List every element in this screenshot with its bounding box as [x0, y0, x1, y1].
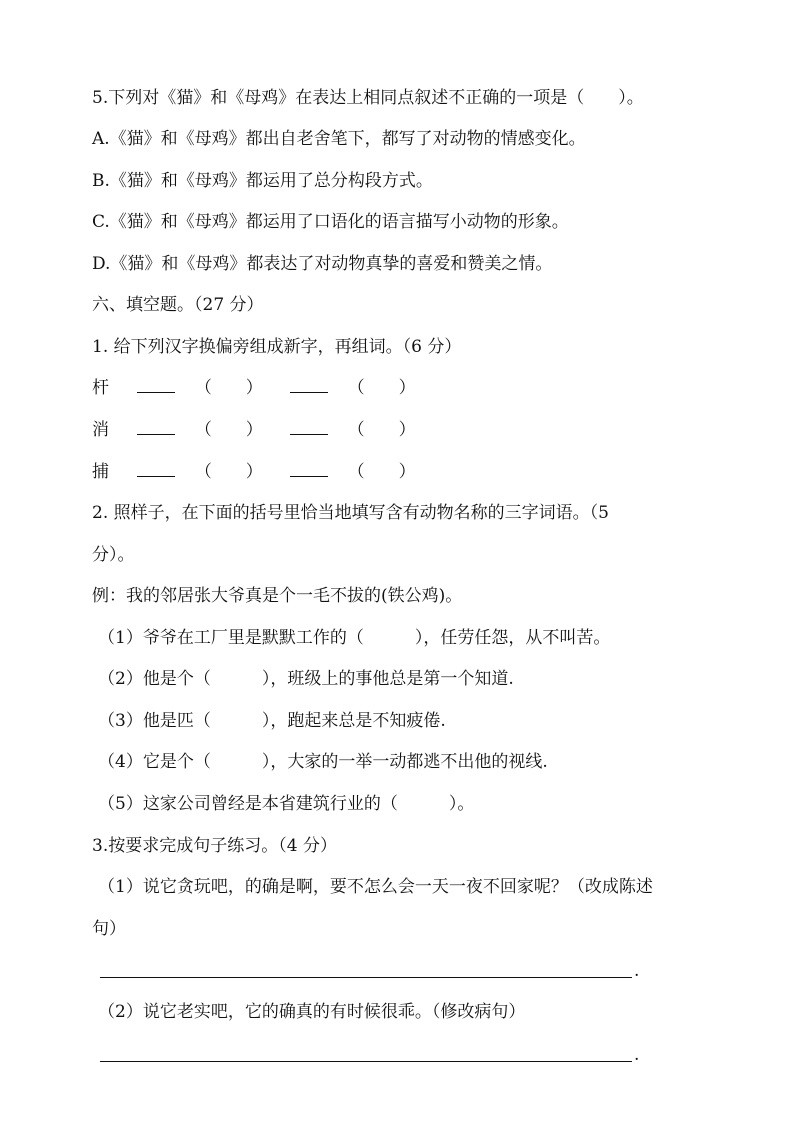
target-char: 消	[92, 420, 109, 440]
word-paren[interactable]: （ ）	[194, 420, 263, 440]
q5-option-a: A.《猫》和《母鸡》都出自老舍笔下，都写了对动物的情感变化。	[92, 129, 586, 149]
answer-line-2[interactable]	[100, 1061, 632, 1062]
q6-1-stem: 1. 给下列汉字换偏旁组成新字，再组词。（6 分）	[92, 337, 462, 357]
answer-end-mark: .	[634, 961, 640, 981]
word-paren[interactable]: （ ）	[194, 378, 263, 398]
q6-3-item1: （1）说它贪玩吧，的确是啊，要不怎么会一天一夜不回家呢？（改成陈述	[98, 877, 653, 897]
q6-1-row	[92, 419, 438, 441]
word-paren[interactable]: （ ）	[347, 462, 416, 482]
new-char-blank[interactable]	[137, 420, 175, 435]
q6-3-stem: 3.按要求完成句子练习。（4 分）	[92, 836, 337, 856]
q5-option-c: C.《猫》和《母鸡》都运用了口语化的语言描写小动物的形象。	[92, 212, 569, 232]
q5-option-d: D.《猫》和《母鸡》都表达了对动物真挚的喜爱和赞美之情。	[92, 254, 553, 274]
q6-2-item: （3）他是匹（ ），跑起来总是不知疲倦.	[98, 711, 446, 731]
q6-3-item2: （2）说它老实吧，它的确真的有时候很乖。（修改病句）	[98, 1002, 526, 1022]
q6-2-example: 例：我的邻居张大爷真是个一毛不拔的(铁公鸡)。	[92, 586, 463, 606]
q6-2-stem-cont: 分）。	[92, 545, 135, 565]
new-char-blank[interactable]	[290, 462, 328, 477]
q6-1-row	[92, 461, 438, 483]
answer-end-mark: .	[634, 1045, 640, 1065]
q6-1-row	[92, 377, 438, 399]
q6-2-stem: 2. 照样子，在下面的括号里恰当地填写含有动物名称的三字词语。（5	[92, 503, 609, 523]
new-char-blank[interactable]	[137, 378, 175, 393]
q6-2-item: （1）爷爷在工厂里是默默工作的（ ），任劳任怨，从不叫苦。	[98, 628, 611, 648]
q5-stem: 5.下列对《猫》和《母鸡》在表达上相同点叙述不正确的一项是（ ）。	[92, 88, 644, 108]
q5-option-b: B.《猫》和《母鸡》都运用了总分构段方式。	[92, 171, 433, 191]
word-paren[interactable]: （ ）	[194, 462, 263, 482]
word-paren[interactable]: （ ）	[347, 378, 416, 398]
new-char-blank[interactable]	[290, 378, 328, 393]
new-char-blank[interactable]	[137, 462, 175, 477]
target-char: 捕	[92, 462, 109, 482]
word-paren[interactable]: （ ）	[347, 420, 416, 440]
section6-heading: 六、填空题。（27 分）	[92, 295, 264, 315]
new-char-blank[interactable]	[290, 420, 328, 435]
q6-2-item: （5）这家公司曾经是本省建筑行业的（ ）。	[98, 794, 475, 814]
q6-2-item: （4）它是个（ ），大家的一举一动都逃不出他的视线.	[98, 752, 548, 772]
target-char: 杆	[92, 378, 109, 398]
q6-2-item: （2）他是个（ ），班级上的事他总是第一个知道.	[98, 669, 514, 689]
q6-3-item1-cont: 句）	[92, 919, 126, 939]
answer-line-1[interactable]	[100, 977, 632, 978]
